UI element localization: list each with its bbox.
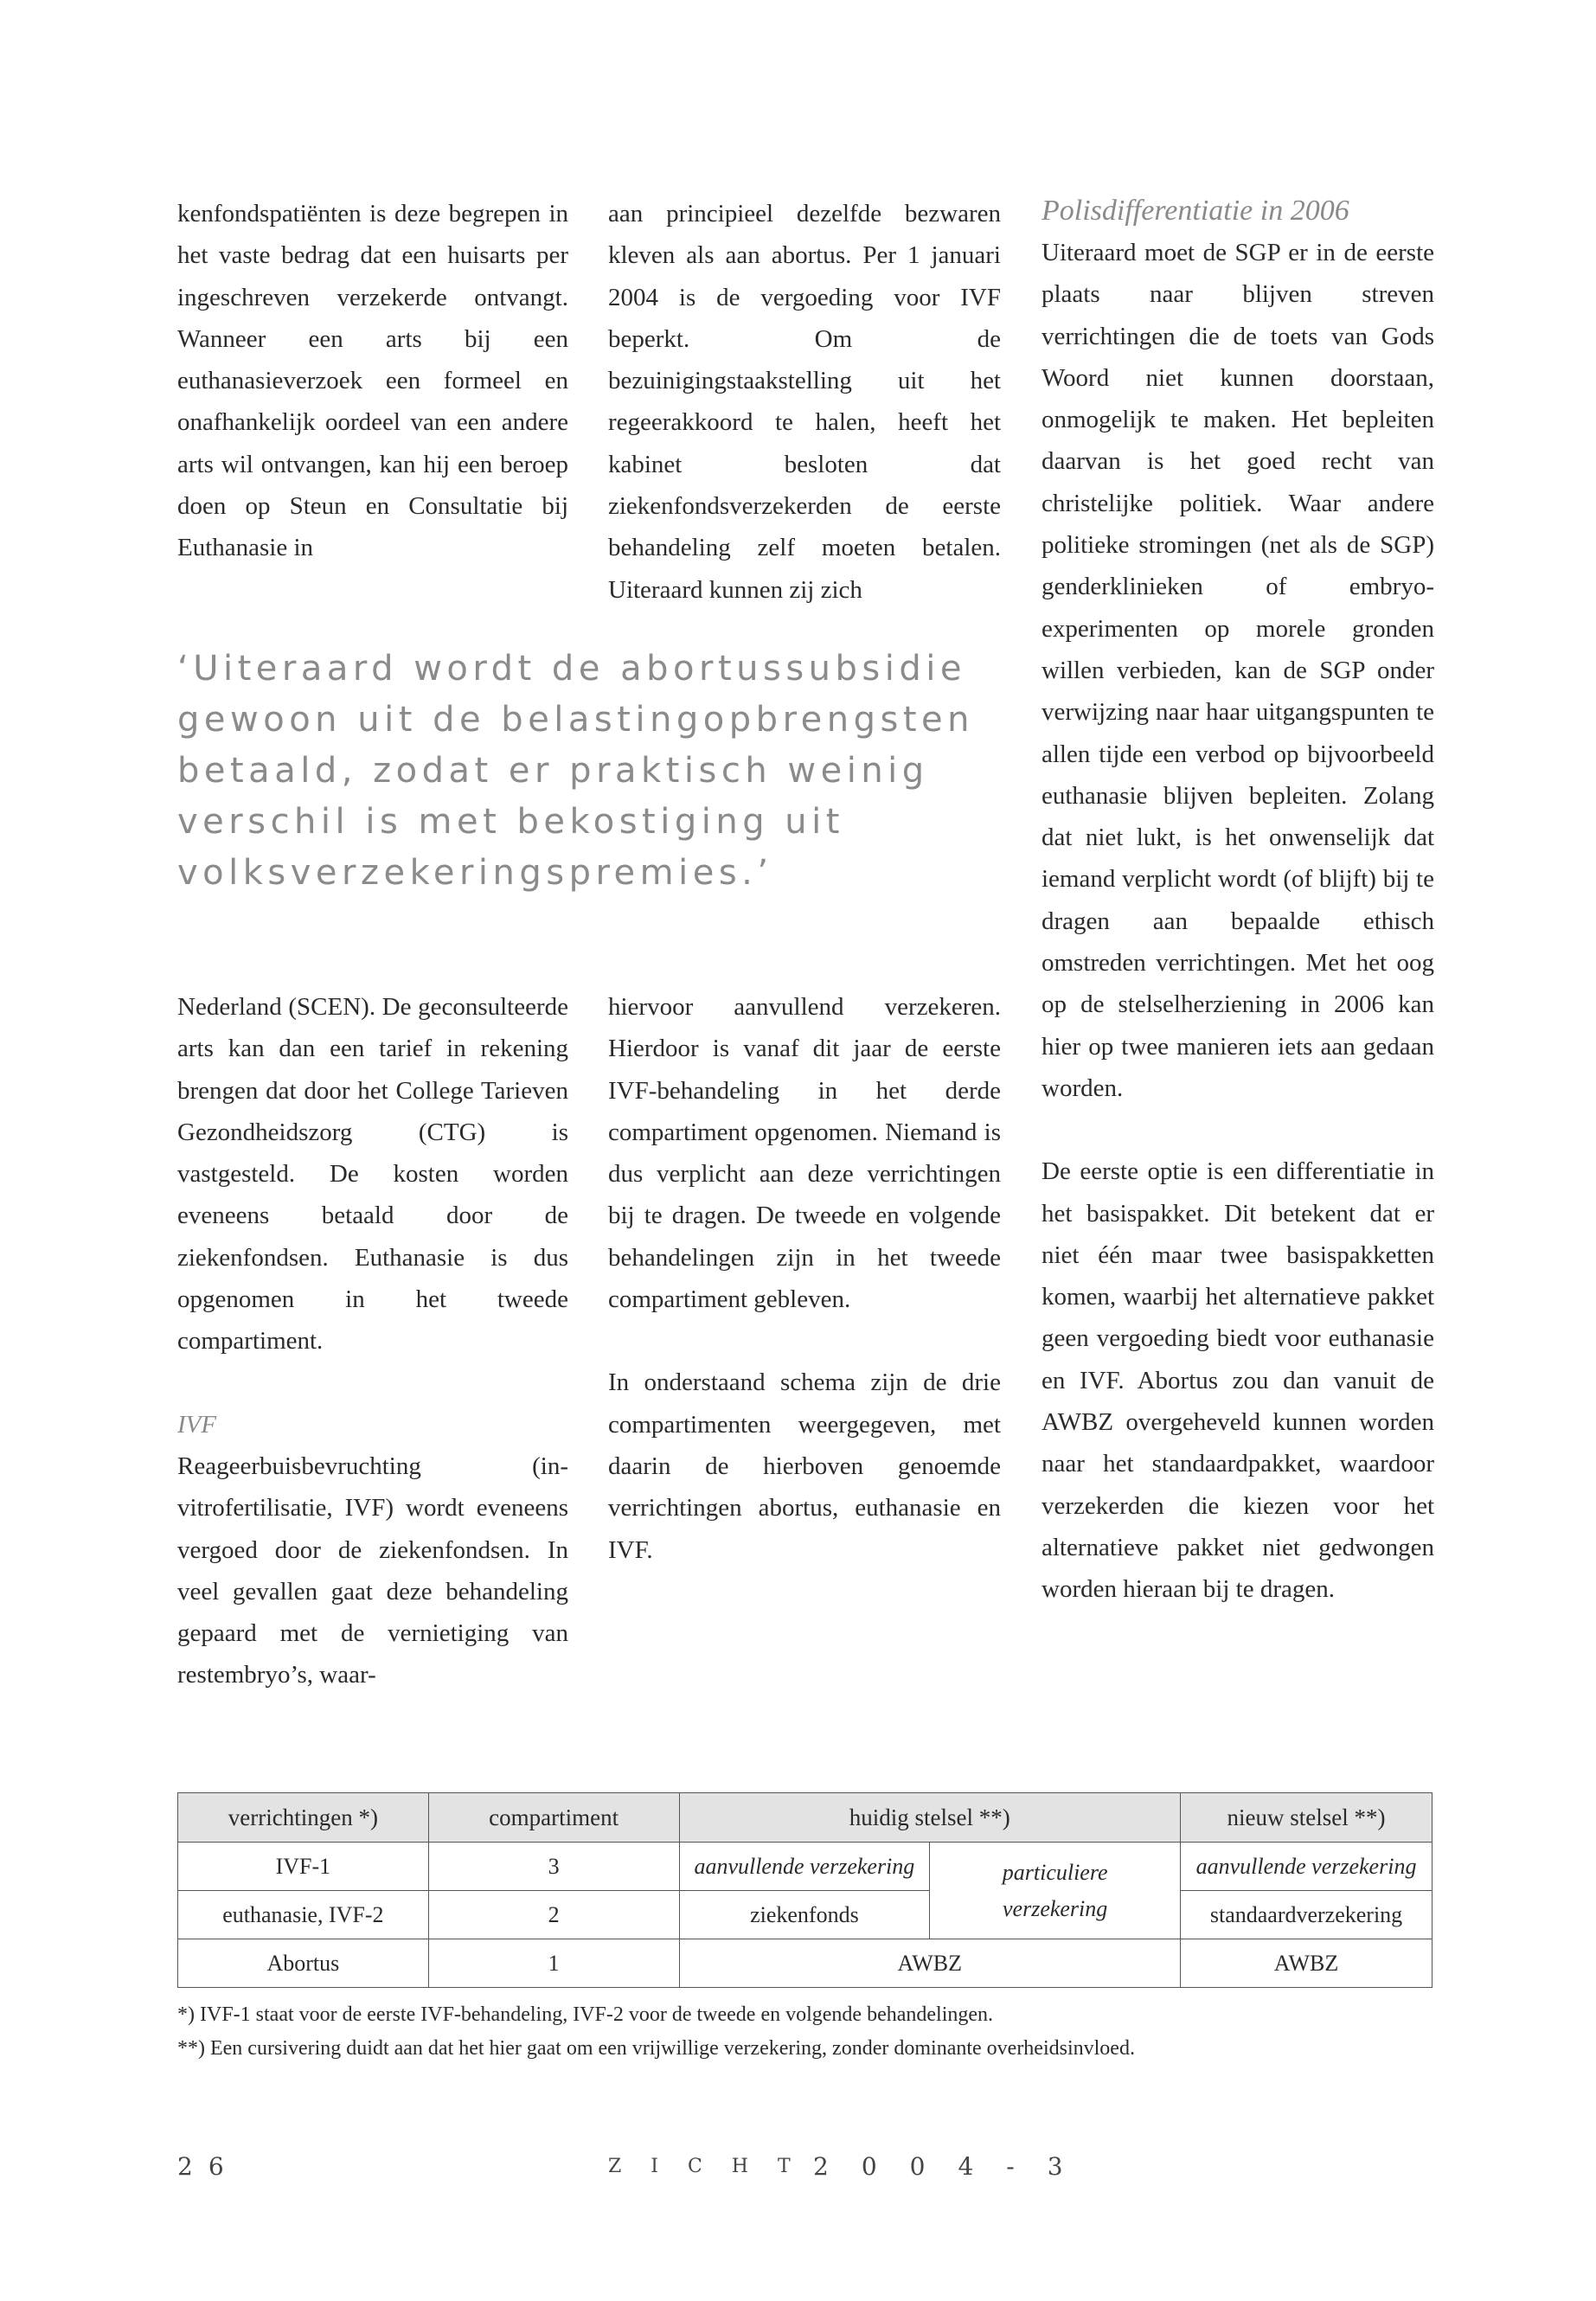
section-heading-ivf: IVF bbox=[177, 1410, 217, 1439]
body-paragraph: Uiteraard moet de SGP er in de eerste plaats naar blijven streven verrichtingen die de toets van Gods Woord niet kunnen doorstaan, onmogelijk te maken. Het bepleiten daarvan is het goed recht van christelijke politiek. Waar andere politieke stromingen (net als de SGP) genderklinieken of embryo-experimenten op morele gronden willen verbieden, kan de SGP onder verwijzing naar haar uitgangspunten te allen tijde een verbod op bijvoorbeeld euthanasie blijven bepleiten. Zolang dat niet lukt, is het onwenselijk dat iemand verplicht wordt (of blijft) bij te dragen aan bepaalde ethisch omstreden verrichtingen. Met het oog op de stelselherziening in 2006 kan hier op twee manieren iets aan gedaan worden. bbox=[1042, 239, 1434, 1102]
compartment-table bbox=[177, 1792, 1433, 1988]
table-header: compartiment bbox=[428, 1793, 679, 1843]
table-cell: aanvullende verzekering bbox=[1181, 1843, 1433, 1891]
body-paragraph: kenfondspatiënten is deze begrepen in het vaste bedrag dat een huisarts per ingeschreven verzekerde ontvangt. Wanneer een arts bij een euthanasieverzoek een formeel en onafhankelijk oordeel van een andere arts wil ontvangen, kan hij een beroep doen op Steun en Consultatie bij Euthanasie in bbox=[177, 200, 568, 562]
table-row bbox=[178, 1843, 1433, 1891]
body-paragraph: hiervoor aanvullend verzekeren. Hierdoor is vanaf dit jaar de eerste IVF-behandeling in het derde compartiment opgenomen. Niemand is dus verplicht aan deze verrichtingen bij te dragen. De tweede en volgende behandelingen zijn in het tweede compartiment gebleven. bbox=[608, 993, 1001, 1314]
table-cell: 2 bbox=[428, 1891, 679, 1939]
pull-quote: ‘Uiteraard wordt de abortussubsidie gewoon uit de belastingopbrengsten betaald, zodat er praktisch weinig verschil is met bekostiging uit volksverzekeringspremies.’ bbox=[177, 649, 974, 893]
table-cell: particuliere verzekering bbox=[930, 1843, 1181, 1939]
page-number: 26 bbox=[177, 2152, 240, 2181]
body-paragraph: Reageerbuisbevruchting (in-vitrofertilisatie, IVF) wordt eveneens vergoed door de ziekenfondsen. In veel gevallen gaat deze behandeling gepaard met de vernietiging van restembryo’s, waar- bbox=[177, 1452, 568, 1689]
table-cell: Abortus bbox=[178, 1939, 429, 1988]
running-head-issue: 2004-3 bbox=[813, 2152, 1096, 2181]
body-paragraph: In onderstaand schema zijn de drie compartimenten weergegeven, met daarin de hierboven genoemde verrichtingen abortus, euthanasie en IVF. bbox=[608, 1368, 1001, 1564]
table-cell: IVF-1 bbox=[178, 1843, 429, 1891]
table-footnotes bbox=[177, 1998, 1433, 2066]
body-paragraph: De eerste optie is een differentiatie in het basispakket. Dit betekent dat er niet één maar twee basispakketten komen, waarbij het alternatieve pakket geen vergoeding biedt voor euthanasie en IVF. Abortus zou dan vanuit de AWBZ overgeheveld kunnen worden naar het standaardpakket, waardoor verzekerden die kiezen voor het alternatieve pakket niet gedwongen worden hieraan bij te dragen. bbox=[1042, 1157, 1434, 1604]
column-1-bottom bbox=[177, 986, 568, 1696]
table-header-row bbox=[178, 1793, 1433, 1843]
footnote: **) Een cursivering duidt aan dat het hier gaat om een vrijwillige verzekering, zonder dominante overheidsinvloed. bbox=[177, 2037, 1135, 2060]
body-paragraph: aan principieel dezelfde bezwaren kleven als aan abortus. Per 1 januari 2004 is de vergoeding voor IVF beperkt. Om de bezuinigingstaakstelling uit het regeerakkoord te halen, heeft het kabinet besloten dat ziekenfondsverzekerden de eerste behandeling zelf moeten betalen. Uiteraard kunnen zij zich bbox=[608, 200, 1001, 604]
table-cell: euthanasie, IVF-2 bbox=[178, 1891, 429, 1939]
column-2-bottom bbox=[608, 986, 1001, 1571]
table-cell: standaardverzekering bbox=[1181, 1891, 1433, 1939]
table-cell: AWBZ bbox=[1181, 1939, 1433, 1988]
footnote: *) IVF-1 staat voor de eerste IVF-behandeling, IVF-2 voor de tweede en volgende behandelingen. bbox=[177, 2003, 994, 2026]
table-cell: 3 bbox=[428, 1843, 679, 1891]
column-3 bbox=[1042, 190, 1434, 1611]
table-cell: aanvullende verzekering bbox=[679, 1843, 930, 1891]
table-row bbox=[178, 1939, 1433, 1988]
table-row bbox=[178, 1891, 1433, 1939]
table-cell: 1 bbox=[428, 1939, 679, 1988]
table-cell: ziekenfonds bbox=[679, 1891, 930, 1939]
table-header: nieuw stelsel **) bbox=[1181, 1793, 1433, 1843]
table-header: verrichtingen *) bbox=[178, 1793, 429, 1843]
section-heading-polisdifferentiatie: Polisdifferentiatie in 2006 bbox=[1042, 195, 1349, 227]
table-header: huidig stelsel **) bbox=[679, 1793, 1181, 1843]
body-paragraph: Nederland (SCEN). De geconsulteerde arts kan dan een tarief in rekening brengen dat door het College Tarieven Gezondheidszorg (CTG) is vastgesteld. De kosten worden eveneens betaald door de ziekenfondsen. Euthanasie is dus opgenomen in het tweede compartiment. bbox=[177, 993, 568, 1356]
column-1-top bbox=[177, 193, 568, 569]
table-cell: AWBZ bbox=[679, 1939, 1181, 1988]
running-head-journal: ZICHT bbox=[608, 2156, 820, 2177]
column-2-top bbox=[608, 193, 1001, 611]
